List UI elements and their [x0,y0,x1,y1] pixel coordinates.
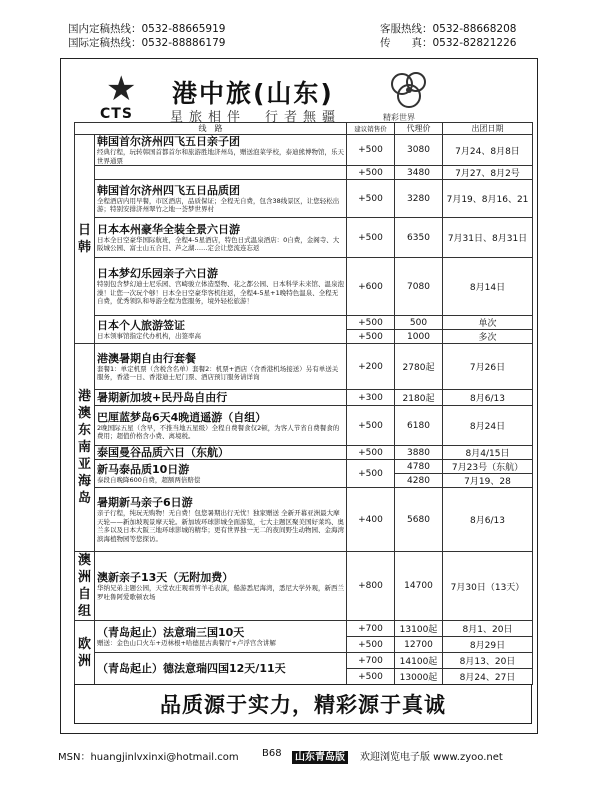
table-row [75,180,533,218]
departure-date: 7月24、8月8日 [443,135,533,166]
route-title: 泰国曼谷品质六日（东航） [97,446,229,459]
domestic-hotline: 国内定稿热线：0532-88665919 [68,23,226,35]
header-agent-price: 代理价 [395,123,443,135]
table-row [75,390,533,406]
departure-date: 8月4/15日 [443,446,533,460]
route-title: 澳新亲子13天（无附加费） [97,571,234,584]
header-route: 线 路 [75,123,347,135]
fax-number: 传 真：0532-82821226 [380,37,517,49]
agent-price: 14700 [395,552,443,621]
suggested-price: +500 [347,330,395,344]
route-title: 日本梦幻乐园亲子六日游 [97,267,218,281]
departure-date: 8月6/13 [443,390,533,406]
route-cell [95,488,347,552]
route-title: 巴厘蓝梦岛6天4晚逍遥游（自组） [97,410,267,424]
website-link[interactable]: 欢迎浏览电子版 www.zyoo.net [360,752,503,763]
table-row [75,258,533,316]
suggested-price: +300 [347,390,395,406]
route-price-table [74,122,533,685]
route-title: 韩国首尔济州四飞五日亲子团 [97,135,240,148]
route-desc: 日本领事馆指定代办机构，出签率高 [97,331,201,340]
departure-date: 7月19、8月16、21 [443,180,533,218]
departure-date: 8月24日 [443,406,533,446]
departure-date: 7月23号（东航） [443,460,533,474]
cts-logo-text: CTS [100,106,133,122]
departure-date: 7月30日（13天） [443,552,533,621]
route-desc: 亲子行程，纯玩无购物！无自费！包您暑期出行无忧！独家赠送 全新开幕亚洲最大摩天轮——新加坡观景摩天轮。新加坡环球影城全面游览，七大主题区聚美国好莱坞、奥兰多以及日本大阪三地环球影城的精华；更有世界独一无二的夜间野生动物园、金海湾滨海植物园等您探访。 [97,509,344,543]
agent-price: 12700 [395,637,443,653]
suggested-price: +500 [347,316,395,330]
table-row [75,135,533,166]
agent-price: 14100起 [395,653,443,669]
route-cell [95,258,347,316]
departure-date: 7月19、28 [443,474,533,488]
msn-contact: MSN：huangjinlvxinxi@hotmail.com [58,752,239,763]
route-cell [95,344,347,390]
route-title: 韩国首尔济州四飞五日品质团 [97,183,240,197]
agent-price: 3080 [395,135,443,166]
flower-logo-icon [380,66,440,116]
departure-date: 单次 [443,316,533,330]
departure-date: 8月13、20日 [443,653,533,669]
table-row [75,316,533,330]
departure-date: 8月14日 [443,258,533,316]
region-australia: 澳洲自组 [75,552,95,621]
route-cell [95,135,347,166]
route-title: （青岛起止）法意瑞三国10天 [97,625,245,639]
suggested-price: +500 [347,460,395,488]
header-suggested-price: 建议销售价 [347,123,395,135]
company-slogan: 星旅相伴 行者無疆 [170,110,342,125]
suggested-price: +500 [347,637,395,653]
departure-date: 7月27、8月2号 [443,166,533,180]
service-hotline: 客服热线：0532-88668208 [380,23,517,35]
route-desc: 赠送：金色山口火车+迈林根+哈德昆古典餐厅+卢浮宫含讲解 [97,638,276,647]
table-row [75,406,533,446]
route-title: 日本本州豪华全装全景六日游 [97,222,240,236]
star-logo-icon: ★ [106,69,137,109]
departure-date: 8月29日 [443,637,533,653]
route-desc: 经典行程，玩转韩国首都首尔和旅游胜地济州岛，赠送泡菜学校，泰迪熊博物馆，乐天世界通票 [97,148,344,165]
route-desc: 华纳兄弟主题公园，天堂农庄观看剪羊毛表演，船游悉尼海湾，悉尼大学外观，新西兰罗吐鲁阿爱歌顿农场 [97,584,344,601]
table-row [75,621,533,637]
agent-price: 4780 [395,460,443,474]
route-title: 日本个人旅游签证 [97,318,185,332]
suggested-price: +700 [347,621,395,637]
region-europe: 欧洲 [75,621,95,685]
route-desc: 泰段自晚降600自费，超额两倍赔偿 [97,475,201,484]
suggested-price: +800 [347,552,395,621]
agent-price: 13000起 [395,669,443,685]
agent-price: 3280 [395,180,443,218]
route-desc: 2晚国际五星（含早，不推当地五星级）全程自费餐食仅2顿，为客人节省自费餐食的费用；超值价格含小费、离境税。 [97,423,340,440]
edition-badge [292,748,348,763]
suggested-price: +500 [347,669,395,685]
header-departure-date: 出团日期 [443,123,533,135]
route-title: 新马泰品质10日游 [97,462,190,476]
suggested-price: +500 [347,218,395,258]
route-cell [95,446,347,460]
route-cell [95,653,347,685]
agent-price: 1000 [395,330,443,344]
table-row [75,166,533,180]
agent-price: 4280 [395,474,443,488]
route-title: 暑期新加坡+民丹岛自由行 [97,391,228,404]
route-cell [95,621,347,653]
route-cell [95,460,347,488]
route-title: 港澳暑期自由行套餐 [97,351,196,365]
departure-date: 7月26日 [443,344,533,390]
agent-price: 13100起 [395,621,443,637]
table-row [75,218,533,258]
brand-mark-text: 精彩世界 [383,113,415,122]
region-japan-korea: 日韩 [75,135,95,344]
route-cell [95,406,347,446]
agent-price: 2780起 [395,344,443,390]
suggested-price: +400 [347,488,395,552]
departure-date: 7月31日、8月31日 [443,218,533,258]
agent-price: 6350 [395,218,443,258]
route-desc: 特别包含梦幻迪士尼乐园、宫崎骏立体造型物、花之都公园、日本科学未来馆、温泉泡澡！让您一次玩个够！日本全日空豪华客机往返，全程4-5星+1晚特色温泉、全程无自费，优秀领队和导游全程为您服务，境外轻松旅游！ [97,280,344,306]
table-row [75,488,533,552]
route-title: （青岛起止）德法意瑞四国12天/11天 [97,662,286,675]
departure-date: 8月24、27日 [443,669,533,685]
table-row [75,344,533,390]
agent-price: 5680 [395,488,443,552]
quality-slogan-banner: 品质源于实力，精彩源于真诚 [74,684,532,724]
suggested-price: +500 [347,180,395,218]
company-title: 港中旅(山东) [172,79,334,108]
region-hk-macau-sea-islands: 港澳东南亚海岛 [75,344,95,552]
table-header-row [75,123,533,135]
route-title: 暑期新马亲子6日游 [97,496,193,509]
route-cell [95,218,347,258]
route-cell [95,166,347,180]
page-number: B68 [262,748,282,759]
suggested-price: +700 [347,653,395,669]
route-cell [95,180,347,218]
agent-price: 6180 [395,406,443,446]
table-row [75,446,533,460]
departure-date: 多次 [443,330,533,344]
route-cell [95,390,347,406]
table-row [75,653,533,669]
agent-price: 3480 [395,166,443,180]
route-cell [95,316,347,344]
agent-price: 500 [395,316,443,330]
edition-badge-text: 山东青岛版 [292,751,348,764]
table-row [75,552,533,621]
departure-date: 8月1、20日 [443,621,533,637]
suggested-price: +200 [347,344,395,390]
suggested-price: +500 [347,406,395,446]
route-desc: 日本全日空豪华国际航班，全程4-5星酒店，特色日式温泉酒店：0自费，金阁寺、大阪城公园、富士山五合目、芦之湖……定会让您流连忘返 [97,235,340,252]
agent-price: 7080 [395,258,443,316]
departure-date: 8月6/13 [443,488,533,552]
suggested-price: +500 [347,446,395,460]
agent-price: 2180起 [395,390,443,406]
table-row [75,460,533,474]
agent-price: 3880 [395,446,443,460]
intl-hotline: 国际定稿热线：0532-88886179 [68,37,226,49]
suggested-price: +500 [347,166,395,180]
suggested-price: +600 [347,258,395,316]
route-desc: 套餐1：单定机票（含税含名单）套餐2：机票+酒店（含香港机场接送）另有单送关服务，香港一日、香港迪士尼门票、酒店预订服务请详询 [97,364,339,381]
route-cell [95,552,347,621]
route-desc: 全程酒店内用早餐，市区酒店，品质保证；全程无自费，包含38线景区，让您轻松出游；特别安排济州翠竹之地一荟梦世界村 [97,196,340,213]
suggested-price: +500 [347,135,395,166]
